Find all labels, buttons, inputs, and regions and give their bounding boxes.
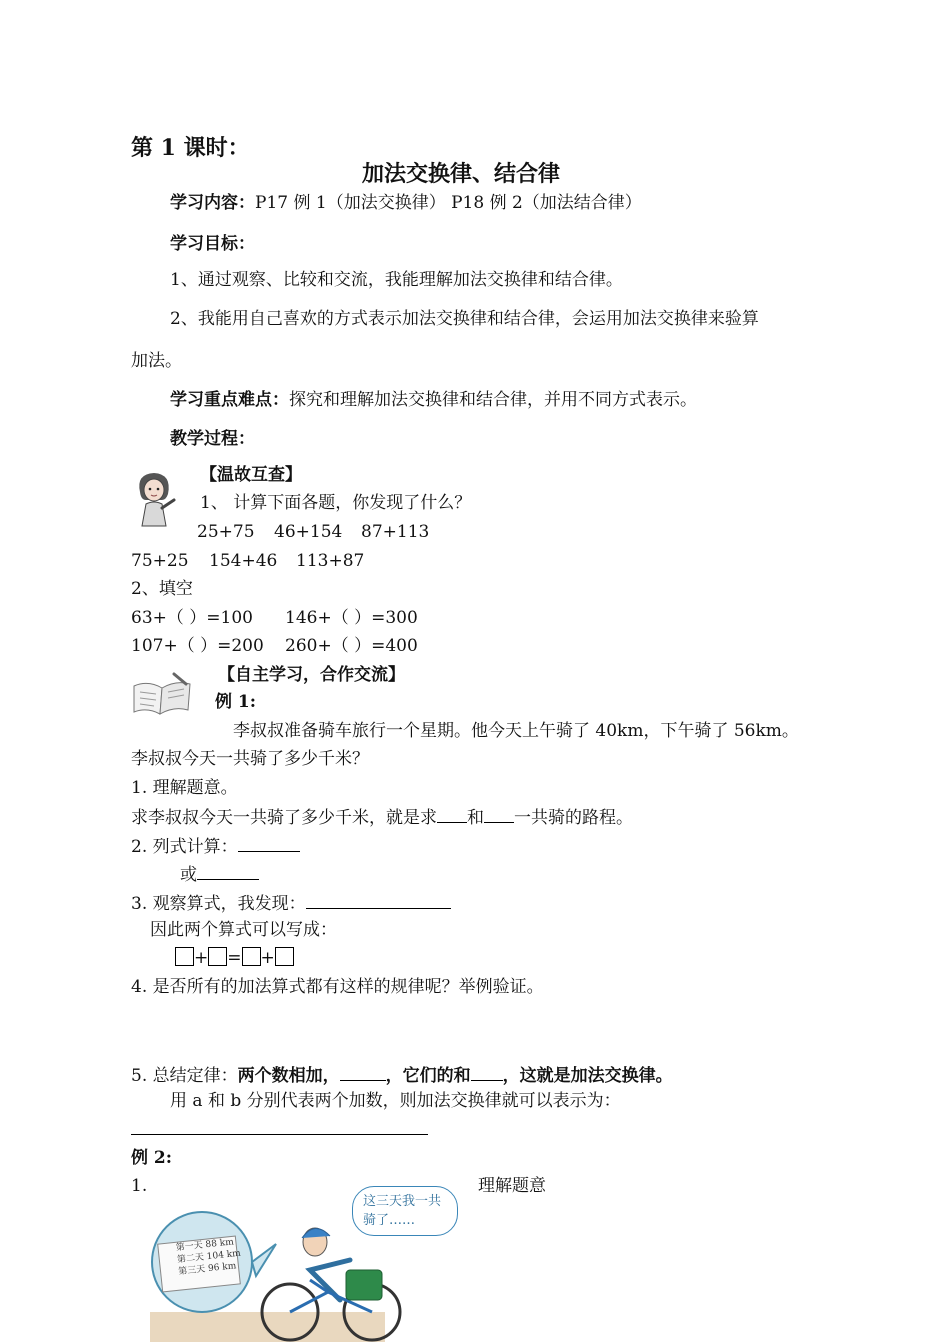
step-4: 4. 是否所有的加法算式都有这样的规律呢？举例验证。 xyxy=(131,977,544,997)
page-title: 加法交换律、结合律 xyxy=(362,161,561,187)
study-content xyxy=(170,193,642,213)
equation-box-4[interactable] xyxy=(275,947,294,966)
step-5 xyxy=(131,1064,673,1086)
self-study-heading: 【自主学习，合作交流】 xyxy=(218,665,405,685)
equation-box-1[interactable] xyxy=(175,947,194,966)
fill-blank-3: 107+（ ）=200 xyxy=(131,636,264,656)
example-1-problem-line1: 李叔叔准备骑车旅行一个星期。他今天上午骑了 40km，下午骑了 56km。 xyxy=(233,721,799,741)
step-1-text-b: 和 xyxy=(467,808,484,828)
fill-blank-1: 63+（ ）=100 xyxy=(131,608,253,628)
notebook-row-2: 第二天 104 km xyxy=(176,1248,242,1266)
blank-expression-1[interactable] xyxy=(238,835,300,852)
example-2-understand: 理解题意 xyxy=(478,1176,546,1196)
review-row-1-a: 25+75 xyxy=(197,522,255,542)
fill-blank-2: 146+（ ）=300 xyxy=(285,608,418,628)
blank-discovery[interactable] xyxy=(306,892,451,909)
equation-boxes xyxy=(175,947,294,968)
fill-blank-4: 260+（ ）=400 xyxy=(285,636,418,656)
step-5-b: ，它们的和 xyxy=(385,1066,471,1086)
blank-expression-2[interactable] xyxy=(197,863,259,880)
step-1-text-a: 求李叔叔今天一共骑了多少千米，就是求 xyxy=(131,808,437,828)
review-heading: 【温故互查】 xyxy=(200,465,302,485)
speech-bubble: 这三天我一共骑了…… xyxy=(352,1186,458,1236)
blank-second-addend[interactable] xyxy=(484,806,514,823)
notebook xyxy=(175,1236,242,1279)
step-5-c: ，这就是加法交换律。 xyxy=(502,1066,673,1086)
step-5-line2: 用 a 和 b 分别代表两个加数，则加法交换律就可以表示为： xyxy=(170,1091,621,1111)
study-content-text: P17 例 1（加法交换律） P18 例 2（加法结合律） xyxy=(255,193,642,213)
review-row-1-b: 46+154 xyxy=(274,522,343,542)
example-2-label: 例 2: xyxy=(131,1148,173,1168)
step-1: 1. 理解题意。 xyxy=(131,778,238,798)
equation-plus-1: + xyxy=(194,948,209,968)
step-5-a: 两个数相加， xyxy=(237,1066,340,1086)
study-content-label: 学习内容： xyxy=(170,193,255,213)
blank-law-1[interactable] xyxy=(340,1064,386,1081)
step-2-label: 2. 列式计算： xyxy=(131,837,238,857)
key-points-label: 学习重点难点： xyxy=(170,390,289,410)
review-question-2: 2、填空 xyxy=(131,579,193,599)
blank-law-2[interactable] xyxy=(471,1064,503,1081)
step-1-text xyxy=(131,806,633,828)
process-label: 教学过程： xyxy=(170,429,255,449)
book-illustration xyxy=(130,670,194,718)
key-points-text: 探究和理解加法交换律和结合律，并用不同方式表示。 xyxy=(289,390,697,410)
girl-illustration xyxy=(128,470,180,528)
blank-first-addend[interactable] xyxy=(437,806,467,823)
notebook-row-1: 第一天 88 km xyxy=(175,1237,235,1254)
step-2 xyxy=(131,835,300,857)
example-2-number: 1. xyxy=(131,1176,148,1196)
review-row-2-a: 75+25 xyxy=(131,551,189,571)
blank-law-formula[interactable] xyxy=(131,1134,428,1135)
step-3-b: 因此两个算式可以写成： xyxy=(150,920,337,940)
step-1-text-c: 一共骑的路程。 xyxy=(514,808,633,828)
goals-label: 学习目标： xyxy=(170,234,255,254)
review-question-1: 1、 计算下面各题，你发现了什么？ xyxy=(200,493,472,513)
example-1-label: 例 1: xyxy=(215,692,257,712)
review-row-2-c: 113+87 xyxy=(296,551,365,571)
equation-box-3[interactable] xyxy=(242,947,261,966)
equation-equals: = xyxy=(227,948,242,968)
review-row-2-b: 154+46 xyxy=(209,551,278,571)
step-5-prefix: 5. 总结定律： xyxy=(131,1066,238,1086)
goal-item-2-line1: 2、我能用自己喜欢的方式表示加法交换律和结合律，会运用加法交换律来验算 xyxy=(170,309,759,329)
notebook-row-3: 第三天 96 km xyxy=(177,1261,237,1278)
key-points xyxy=(170,390,697,410)
equation-box-2[interactable] xyxy=(208,947,227,966)
step-2-or xyxy=(180,863,259,885)
review-row-1-c: 87+113 xyxy=(361,522,430,542)
lesson-label: 第 1 课时： xyxy=(131,135,250,161)
goal-item-2-line2: 加法。 xyxy=(131,351,182,371)
goal-item-1: 1、通过观察、比较和交流，我能理解加法交换律和结合律。 xyxy=(170,270,623,290)
example-1-problem-line2: 李叔叔今天一共骑了多少千米？ xyxy=(131,749,369,769)
step-3-label: 3. 观察算式，我发现： xyxy=(131,894,306,914)
step-3 xyxy=(131,892,451,914)
step-2-or-label: 或 xyxy=(180,865,197,885)
equation-plus-2: + xyxy=(260,948,275,968)
